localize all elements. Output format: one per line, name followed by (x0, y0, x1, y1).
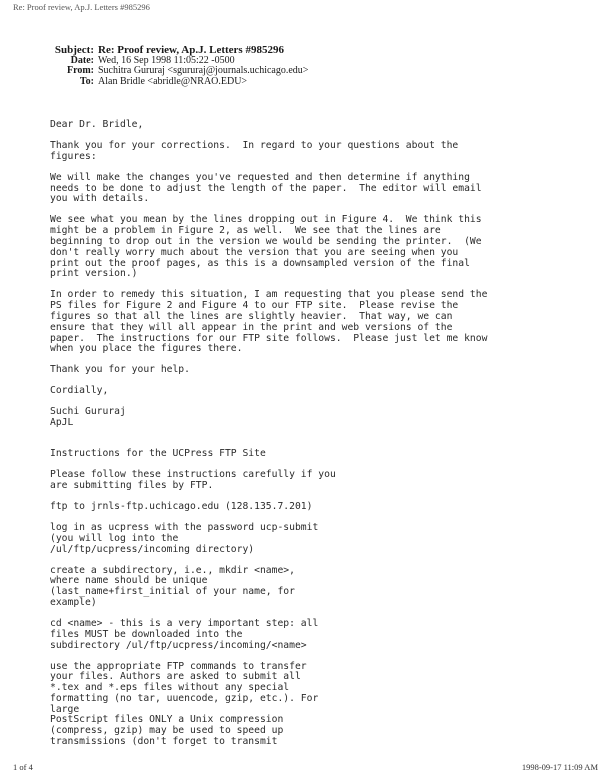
text-line: transmissions (don't forget to transmit (50, 736, 278, 748)
text-line: where name should be unique (50, 575, 208, 587)
instruction-mkdir (50, 566, 590, 609)
text-line: In order to remedy this situation, I am requesting that you please send the (50, 289, 488, 301)
instruction-login (50, 523, 590, 555)
date-label: Date: (70, 54, 94, 66)
from-label: From: (66, 65, 94, 76)
greeting: Dear Dr. Bridle, (50, 119, 144, 130)
text-line: files MUST be downloaded into the (50, 628, 243, 640)
text-line: might be a problem in Figure 2, as well. We see that the lines are (50, 225, 441, 237)
date-value: Wed, 16 Sep 1998 11:05:22 -0500 (98, 54, 235, 66)
instruction-intro (50, 470, 590, 492)
instruction-ftp: ftp to jrnls-ftp.uchicago.edu (128.135.7.201) (50, 500, 313, 512)
text-line: figures: (50, 150, 97, 162)
text-line: log in as ucpress with the password ucp-submit (50, 521, 319, 533)
signature-name: Suchi Gururaj (50, 406, 126, 418)
to-label: To: (79, 75, 94, 87)
instruction-cd (50, 619, 590, 651)
window-title: Re: Proof review, Ap.J. Letters #985296 (13, 2, 150, 12)
text-line: We will make the changes you've requested and then determine if anything (50, 171, 470, 183)
page-number: 1 of 4 (13, 762, 33, 772)
paragraph-2 (50, 173, 590, 205)
text-line: *.tex and *.eps files without any special (50, 682, 290, 694)
text-line: when you place the figures there. (50, 343, 243, 355)
print-timestamp: 1998-09-17 11:09 AM (521, 762, 598, 772)
text-line: We see what you mean by the lines dropping out in Figure 4. We think this (50, 214, 482, 226)
text-line: print out the proof pages, as this is a downsampled version of the final (50, 257, 470, 269)
text-line: figures so that all the lines are slightly heavier. That way, we can (50, 310, 453, 322)
subject-value: Re: Proof review, Ap.J. Letters #985296 (98, 44, 284, 56)
text-line: ensure that they will all appear in the print and web versions of the (50, 321, 453, 333)
to-row (30, 77, 308, 88)
text-line: example) (50, 596, 97, 608)
closing: Cordially, (50, 385, 109, 397)
email-header (30, 45, 308, 87)
thanks-line: Thank you for your help. (50, 364, 190, 376)
signature-org: ApJL (50, 417, 74, 429)
subject-label: Subject: (54, 44, 94, 56)
text-line: Please follow these instructions carefully if you (50, 469, 336, 481)
text-line: subdirectory /ul/ftp/ucpress/incoming/<name> (50, 639, 307, 651)
text-line: (compress, gzip) may be used to speed up (50, 725, 284, 737)
text-line: /ul/ftp/ucpress/incoming directory) (50, 543, 255, 555)
text-line: cd <name> - this is a very important step: all (50, 617, 319, 629)
to-value: Alan Bridle <abridle@NRAO.EDU> (98, 75, 248, 87)
text-line: large (50, 703, 80, 715)
text-line: print version.) (50, 268, 138, 280)
email-body (50, 120, 590, 748)
text-line: beginning to drop out in the version we would be sending the printer. (We (50, 235, 482, 247)
from-row (30, 66, 308, 77)
text-line: you with details. (50, 193, 150, 205)
paragraph-4 (50, 290, 590, 355)
text-line: needs to be done to adjust the length of the paper. The editor will email (50, 182, 482, 194)
text-line: your files. Authors are asked to submit all (50, 671, 301, 683)
subject-row (30, 45, 308, 56)
text-line: don't really worry much about the version that you are seeing when you (50, 246, 459, 258)
text-line: Thank you for your corrections. In regard to your questions about the (50, 139, 459, 151)
text-line: paper. The instructions for our FTP site follows. Please just let me know (50, 332, 488, 344)
text-line: formatting (no tar, uuencode, gzip, etc.). For (50, 692, 319, 704)
instructions-title: Instructions for the UCPress FTP Site (50, 448, 266, 460)
paragraph-1 (50, 141, 590, 163)
text-line: (you will log into the (50, 532, 179, 544)
text-line: are submitting files by FTP. (50, 480, 214, 491)
instruction-transfer (50, 662, 590, 748)
text-line: (last_name+first_initial of your name, for (50, 586, 295, 598)
text-line: PS files for Figure 2 and Figure 4 to our FTP site. Please revise the (50, 300, 459, 312)
from-value: Suchitra Gururaj <sgururaj@journals.uchicago.edu> (98, 65, 309, 76)
paragraph-3 (50, 215, 590, 280)
text-line: PostScript files ONLY a Unix compression (50, 714, 284, 726)
text-line: create a subdirectory, i.e., mkdir <name>, (50, 564, 295, 576)
text-line: use the appropriate FTP commands to transfer (50, 660, 307, 672)
